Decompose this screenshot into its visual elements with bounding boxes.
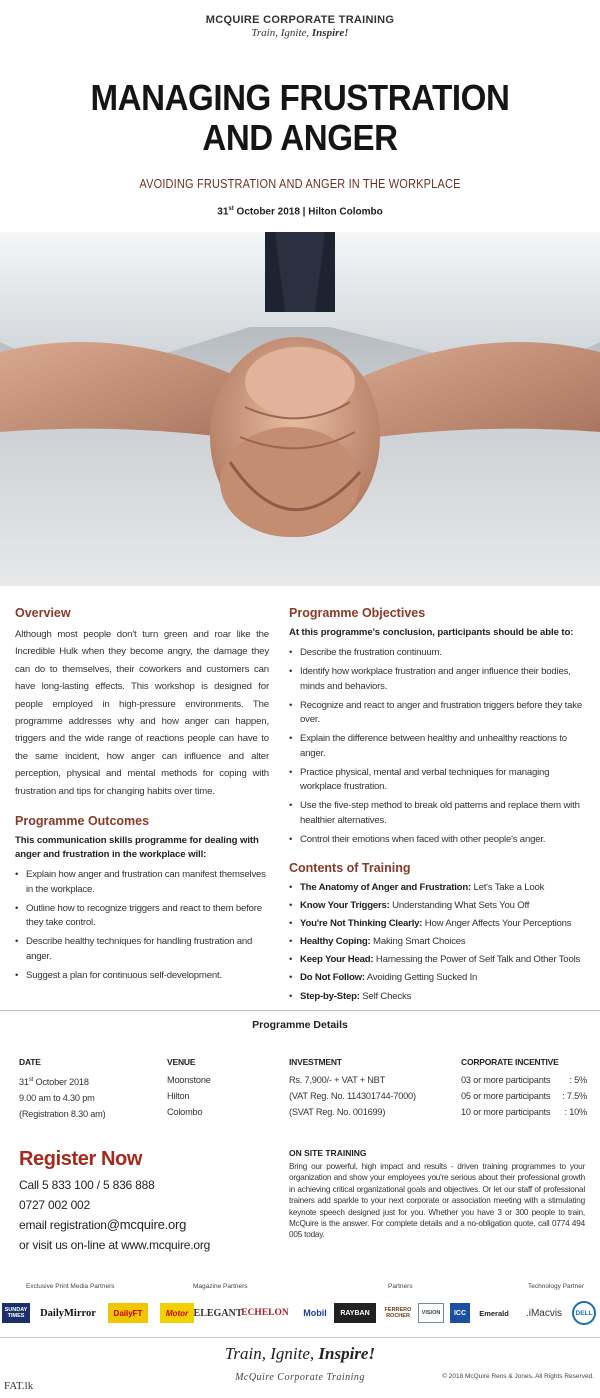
right-column [289, 606, 585, 1008]
incentive-row [461, 1088, 587, 1104]
contents-title: Contents of Training [289, 861, 411, 875]
venue-line: Moonstone [167, 1075, 211, 1085]
contents-list [289, 881, 585, 1004]
list-item: • Practice physical, mental and verbal techniques for managing workplace frustration. [289, 766, 585, 795]
logo-elegant: ELEGANT [193, 1307, 243, 1319]
partner-label-partners: Partners [388, 1283, 413, 1290]
register-mobile[interactable]: 0727 002 002 [19, 1198, 91, 1212]
footer-tagline-emphasis: Inspire! [318, 1344, 376, 1363]
date-time: 9.00 am to 4.30 pm [19, 1093, 95, 1104]
logo-emerald: Emerald [479, 1308, 509, 1318]
logo-sunday-times: SUNDAY TIMES [2, 1303, 30, 1323]
logo-imacvis: .iMacvis [525, 1307, 563, 1319]
list-item [289, 935, 585, 950]
page-subtitle: AVOIDING FRUSTRATION AND ANGER IN THE WORKPLACE [139, 177, 461, 191]
list-item [289, 881, 585, 896]
incentive-text: 10 or more participants [461, 1107, 551, 1117]
list-item: • Explain how anger and frustration can manifest themselves in the workplace. [15, 868, 269, 897]
content-topic: The Anatomy of Anger and Frustration: [300, 882, 471, 893]
content-topic: Know Your Triggers: [300, 900, 390, 912]
logo-mobil: Mobil [303, 1308, 327, 1318]
list-item: • Recognize and react to anger and frustration triggers before they take over. [289, 699, 585, 728]
date-label: DATE [19, 1057, 41, 1067]
content-desc: Self Checks [359, 990, 412, 1002]
date-day: 31 [19, 1077, 29, 1088]
register-block [19, 1148, 210, 1255]
investment-line: Rs. 7,900/- + VAT + NBT [289, 1075, 385, 1085]
details-incentive [461, 1054, 591, 1120]
details-date [19, 1054, 159, 1122]
hero-image-clasped-hands [0, 232, 600, 586]
list-item: • Describe healthy techniques for handling frustration and anger. [15, 935, 269, 964]
title-line-2: AND ANGER [202, 117, 398, 158]
footer-tagline-part: Train, Ignite, [224, 1344, 319, 1363]
date-rest: October 2018 [33, 1077, 89, 1088]
list-item: • Control their emotions when faced with other people's anger. [289, 833, 585, 848]
list-item [289, 953, 585, 968]
onsite-training [289, 1148, 585, 1241]
list-item [289, 971, 585, 986]
partner-label-technology: Technology Partner [528, 1283, 585, 1290]
onsite-text: Bring our powerful, high impact and results - driven training programmes to your organization and show your employees you're serious about their professional growth in achieving critical organizational goals and objectives. Or let our staff of professional trainers add sparkle to your next corporate or association meeting with a stimulating keynote speech designed just for you. Whether you have 3 or 300 people to train, McQuire is the answer. For complete details and a no-obligation quote, call 0774 494 005 today. [289, 1162, 585, 1240]
register-website-link[interactable]: or visit us on-line at www.mcquire.org [19, 1238, 211, 1252]
list-item: • Suggest a plan for continuous self-development. [15, 969, 269, 984]
partner-label-magazine: Magazine Partners [193, 1283, 248, 1290]
date-suffix: st [28, 1077, 34, 1083]
objectives-lead: At this programme's conclusion, participants should be able to: [289, 627, 574, 638]
content-topic: Keep Your Head: [300, 954, 374, 966]
logo-motor: Motor [160, 1303, 194, 1323]
overview-text: Although most people don't turn green and roar like the Incredible Hulk when they become angry, the damage they can do to themselves, their coworkers and customers can have long-lasting effects. This workshop is designed for people employed in high-pressure environments. The programme addresses why and how anger can happen, triggers and the wide range of reactions people can have to the same incident, how anger can influence and alter perception, physical and mental methods for coping with frustration and tips for changing habits over time. [15, 629, 269, 797]
title-line-1: MANAGING FRUSTRATION [90, 77, 510, 118]
details-venue [167, 1054, 277, 1120]
footer-tagline [0, 1344, 600, 1364]
content-desc: How Anger Affects Your Perceptions [422, 918, 572, 930]
list-item: • Outline how to recognize triggers and react to them before they take control. [15, 902, 269, 931]
tagline-part: Train, Ignite, [251, 27, 312, 39]
incentive-value: : 7.5% [562, 1091, 587, 1101]
incentive-text: 05 or more participants [461, 1091, 551, 1101]
footer-copyright: © 2018 McQuire Rens & Jones. All Rights Reserved. [442, 1373, 594, 1380]
overview-title: Overview [15, 606, 71, 620]
content-topic: You're Not Thinking Clearly: [300, 918, 423, 930]
list-item [289, 917, 585, 932]
list-item: • Identify how workplace frustration and anger influence their bodies, minds and behaviors. [289, 665, 585, 694]
list-item: • Describe the frustration continuum. [289, 646, 585, 661]
outcomes-lead: This communication skills programme for dealing with anger and frustration in the workplace will: [15, 835, 259, 861]
incentive-value: : 10% [564, 1107, 587, 1117]
logo-echelon: ECHELON [241, 1308, 289, 1318]
investment-label: INVESTMENT [289, 1057, 342, 1067]
logo-rayban: RAYBAN [334, 1303, 376, 1323]
brand-tagline [0, 27, 600, 39]
logo-icc: ICC [450, 1303, 470, 1323]
logo-ferrero: FERRERO ROCHER [384, 1307, 412, 1319]
register-title: Register Now [19, 1148, 143, 1170]
event-date-venue [0, 206, 600, 217]
list-item [289, 899, 585, 914]
list-item: • Explain the difference between healthy and unhealthy reactions to anger. [289, 732, 585, 761]
details-divider [0, 1010, 600, 1011]
footer-company: McQuire Corporate Training [235, 1372, 365, 1383]
objectives-title: Programme Objectives [289, 606, 426, 620]
venue-label: VENUE [167, 1057, 196, 1067]
event-date-rest: October 2018 | Hilton Colombo [233, 206, 383, 218]
footer-divider [0, 1337, 600, 1338]
register-phone[interactable]: Call 5 833 100 / 5 836 888 [19, 1178, 155, 1192]
details-investment [289, 1054, 449, 1120]
email-prefix: email registration [19, 1218, 107, 1232]
objectives-list [289, 646, 585, 847]
event-day: 31 [217, 206, 229, 218]
investment-line: (SVAT Reg. No. 001699) [289, 1107, 386, 1117]
details-title: Programme Details [252, 1019, 348, 1031]
brand-header [0, 14, 600, 39]
incentive-row [461, 1072, 587, 1088]
content-topic: Step-by-Step: [300, 990, 360, 1002]
watermark-site: FAT.lk [4, 1380, 34, 1392]
date-value [19, 1072, 159, 1090]
date-registration: (Registration 8.30 am) [19, 1109, 106, 1120]
logo-dell: DELL [572, 1301, 596, 1325]
logo-daily-mirror: DailyMirror [40, 1307, 96, 1319]
content-topic: Healthy Coping: [300, 936, 371, 948]
incentive-row [461, 1104, 587, 1120]
email-domain: @mcquire.org [106, 1217, 187, 1232]
list-item [289, 990, 585, 1005]
partners-labels [0, 1283, 600, 1295]
logo-daily-ft: DailyFT [108, 1303, 148, 1323]
event-day-suffix: st [228, 206, 234, 212]
content-topic: Do Not Follow: [300, 972, 365, 984]
logo-vision: VISION [418, 1303, 444, 1323]
investment-line: (VAT Reg. No. 114301744-7000) [289, 1091, 416, 1101]
content-desc: Let's Take a Look [470, 882, 545, 893]
register-email[interactable] [19, 1215, 210, 1235]
list-item: • Use the five-step method to break old patterns and replace them with healthier alternatives. [289, 799, 585, 828]
partner-label-print: Exclusive Print Media Partners [26, 1283, 115, 1290]
tagline-emphasis: Inspire! [311, 27, 349, 39]
content-desc: Understanding What Sets You Off [389, 900, 530, 912]
left-column [15, 606, 269, 988]
content-desc: Harnessing the Power of Self Talk and Other Tools [373, 954, 581, 966]
brand-name: MCQUIRE CORPORATE TRAINING [205, 14, 395, 26]
incentive-text: 03 or more participants [461, 1075, 551, 1085]
venue-line: Hilton [167, 1091, 190, 1101]
venue-line: Colombo [167, 1107, 203, 1117]
content-desc: Avoiding Getting Sucked In [364, 972, 478, 984]
outcomes-title: Programme Outcomes [15, 814, 150, 829]
incentive-value: : 5% [569, 1075, 587, 1085]
incentive-label: CORPORATE INCENTIVE [461, 1057, 559, 1067]
content-desc: Making Smart Choices [370, 936, 466, 948]
page-title [24, 78, 576, 158]
onsite-title: ON SITE TRAINING [289, 1148, 367, 1158]
partner-logos [0, 1299, 600, 1329]
outcomes-list [15, 868, 269, 983]
